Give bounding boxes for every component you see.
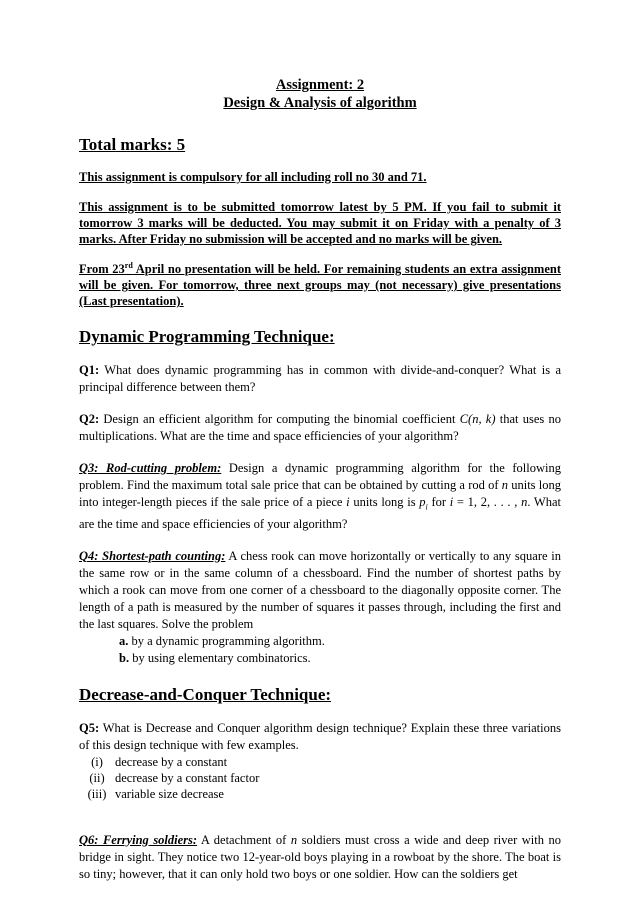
list-item-text: decrease by a constant factor — [115, 770, 260, 785]
q3-text-d: for — [427, 495, 450, 509]
question-q1 — [79, 362, 561, 396]
q4-part-a — [79, 633, 561, 650]
q1-label: Q1: — [79, 363, 100, 377]
q6-label: Q6: Ferrying soldiers: — [79, 832, 198, 847]
question-q2 — [79, 411, 561, 445]
list-item-number: (ii) — [89, 770, 105, 785]
q4-part-a-label: a. — [119, 633, 129, 648]
deadline-notice: This assignment is to be submitted tomorrow latest by 5 PM. If you fail to submit it tomorrow 3 marks will be deducted. You may submit it on Friday with a penalty of 3 marks. After Friday no submission will be accepted and no marks will be given. — [79, 200, 561, 246]
q3-sub-i: i — [425, 502, 428, 512]
q3-label: Q3: Rod-cutting problem: — [79, 461, 222, 475]
q5-variation-list — [79, 754, 561, 802]
list-item-text: variable size decrease — [115, 786, 224, 801]
assignment-title: Assignment: 2 — [275, 77, 365, 93]
list-item-number: (i) — [91, 754, 103, 769]
q6-text-b: soldiers must cross a wide and deep river with no bridge in sight. They notice two 12-year-old boys playing in a rowboat by the shore. The boat is so tiny; however, that it can only hold two boys or one soldier. How can the soldiers get — [79, 832, 562, 881]
total-marks-heading: Total marks: 5 — [79, 135, 186, 154]
list-item — [79, 786, 561, 802]
dc-section-heading: Decrease-and-Conquer Technique: — [79, 684, 332, 704]
list-item-number: (iii) — [87, 786, 107, 801]
q5-text: What is Decrease and Conquer algorithm design technique? Explain these three variations of this design technique with few examples. — [79, 720, 561, 752]
q4-part-b-text: by using elementary combinatorics. — [129, 650, 311, 665]
q2-label: Q2: — [79, 412, 100, 426]
q3-var-i2: i — [449, 495, 454, 509]
q4-part-b-label: b. — [119, 650, 130, 665]
q4-text: A chess rook can move horizontally or vertically to any square in the same row or in the same column of a chessboard. Find the number of shortest paths by which a rook can move from one corner of a chessboard to the diagonally opposite corner. The length of a path is measured by the number of squares it passes through, including the first and the last squares. Solve the problem — [79, 548, 561, 631]
q2-text-end: that uses no multiplications. What are the time and space efficiencies of your algorithm? — [79, 412, 561, 443]
question-q4 — [79, 548, 561, 633]
q3-var-n2: n — [521, 495, 528, 509]
q5-label: Q5: — [79, 720, 100, 735]
course-title: Design & Analysis of algorithm — [223, 95, 417, 111]
list-item — [79, 770, 561, 786]
question-q3 — [79, 460, 561, 533]
q1-text: What does dynamic programming has in common with divide-and-conquer? What is a principal difference between them? — [79, 363, 561, 394]
q6-var-n: n — [290, 832, 298, 847]
q2-variable: C(n, k) — [459, 412, 496, 426]
q4-label: Q4: Shortest-path counting: — [79, 548, 226, 563]
q4-part-a-text: by a dynamic programming algorithm. — [128, 633, 325, 648]
q3-text-b: units long into integer-length pieces if the sale price of a piece — [79, 478, 561, 509]
q4-part-b — [79, 650, 561, 667]
presentation-notice-sup: rd — [124, 260, 133, 270]
list-item — [79, 754, 561, 770]
question-q5 — [79, 720, 561, 754]
q3-text-c: units long is — [349, 495, 420, 509]
q3-text-a: Design a dynamic programming algorithm for the following problem. Find the maximum total sale price that can be obtained by cutting a rod of — [79, 461, 561, 492]
presentation-notice-start: From 23 — [79, 262, 125, 276]
presentation-notice-rest: April no presentation will be held. For remaining students an extra assignment will be given. For tomorrow, three next groups may (not necessary) give presentations (Last presentation). — [79, 262, 562, 308]
q3-text-f: . What are the time and space efficiencies of your algorithm? — [79, 495, 561, 531]
q3-var-n: n — [501, 478, 508, 492]
q3-var-p: p — [419, 495, 426, 509]
document-page — [79, 76, 561, 883]
question-q6 — [79, 832, 561, 883]
q3-var-i: i — [346, 495, 350, 509]
compulsory-notice: This assignment is compulsory for all including roll no 30 and 71. — [79, 170, 427, 184]
q6-text-a: A detachment of — [197, 832, 291, 847]
dp-section-heading: Dynamic Programming Technique: — [79, 327, 335, 346]
list-item-text: decrease by a constant — [115, 754, 228, 769]
presentation-notice — [79, 261, 561, 309]
q2-text-start: Design an efficient algorithm for computing the binomial coefficient — [99, 412, 460, 426]
q3-text-e: = 1, 2, . . . , — [453, 495, 522, 509]
